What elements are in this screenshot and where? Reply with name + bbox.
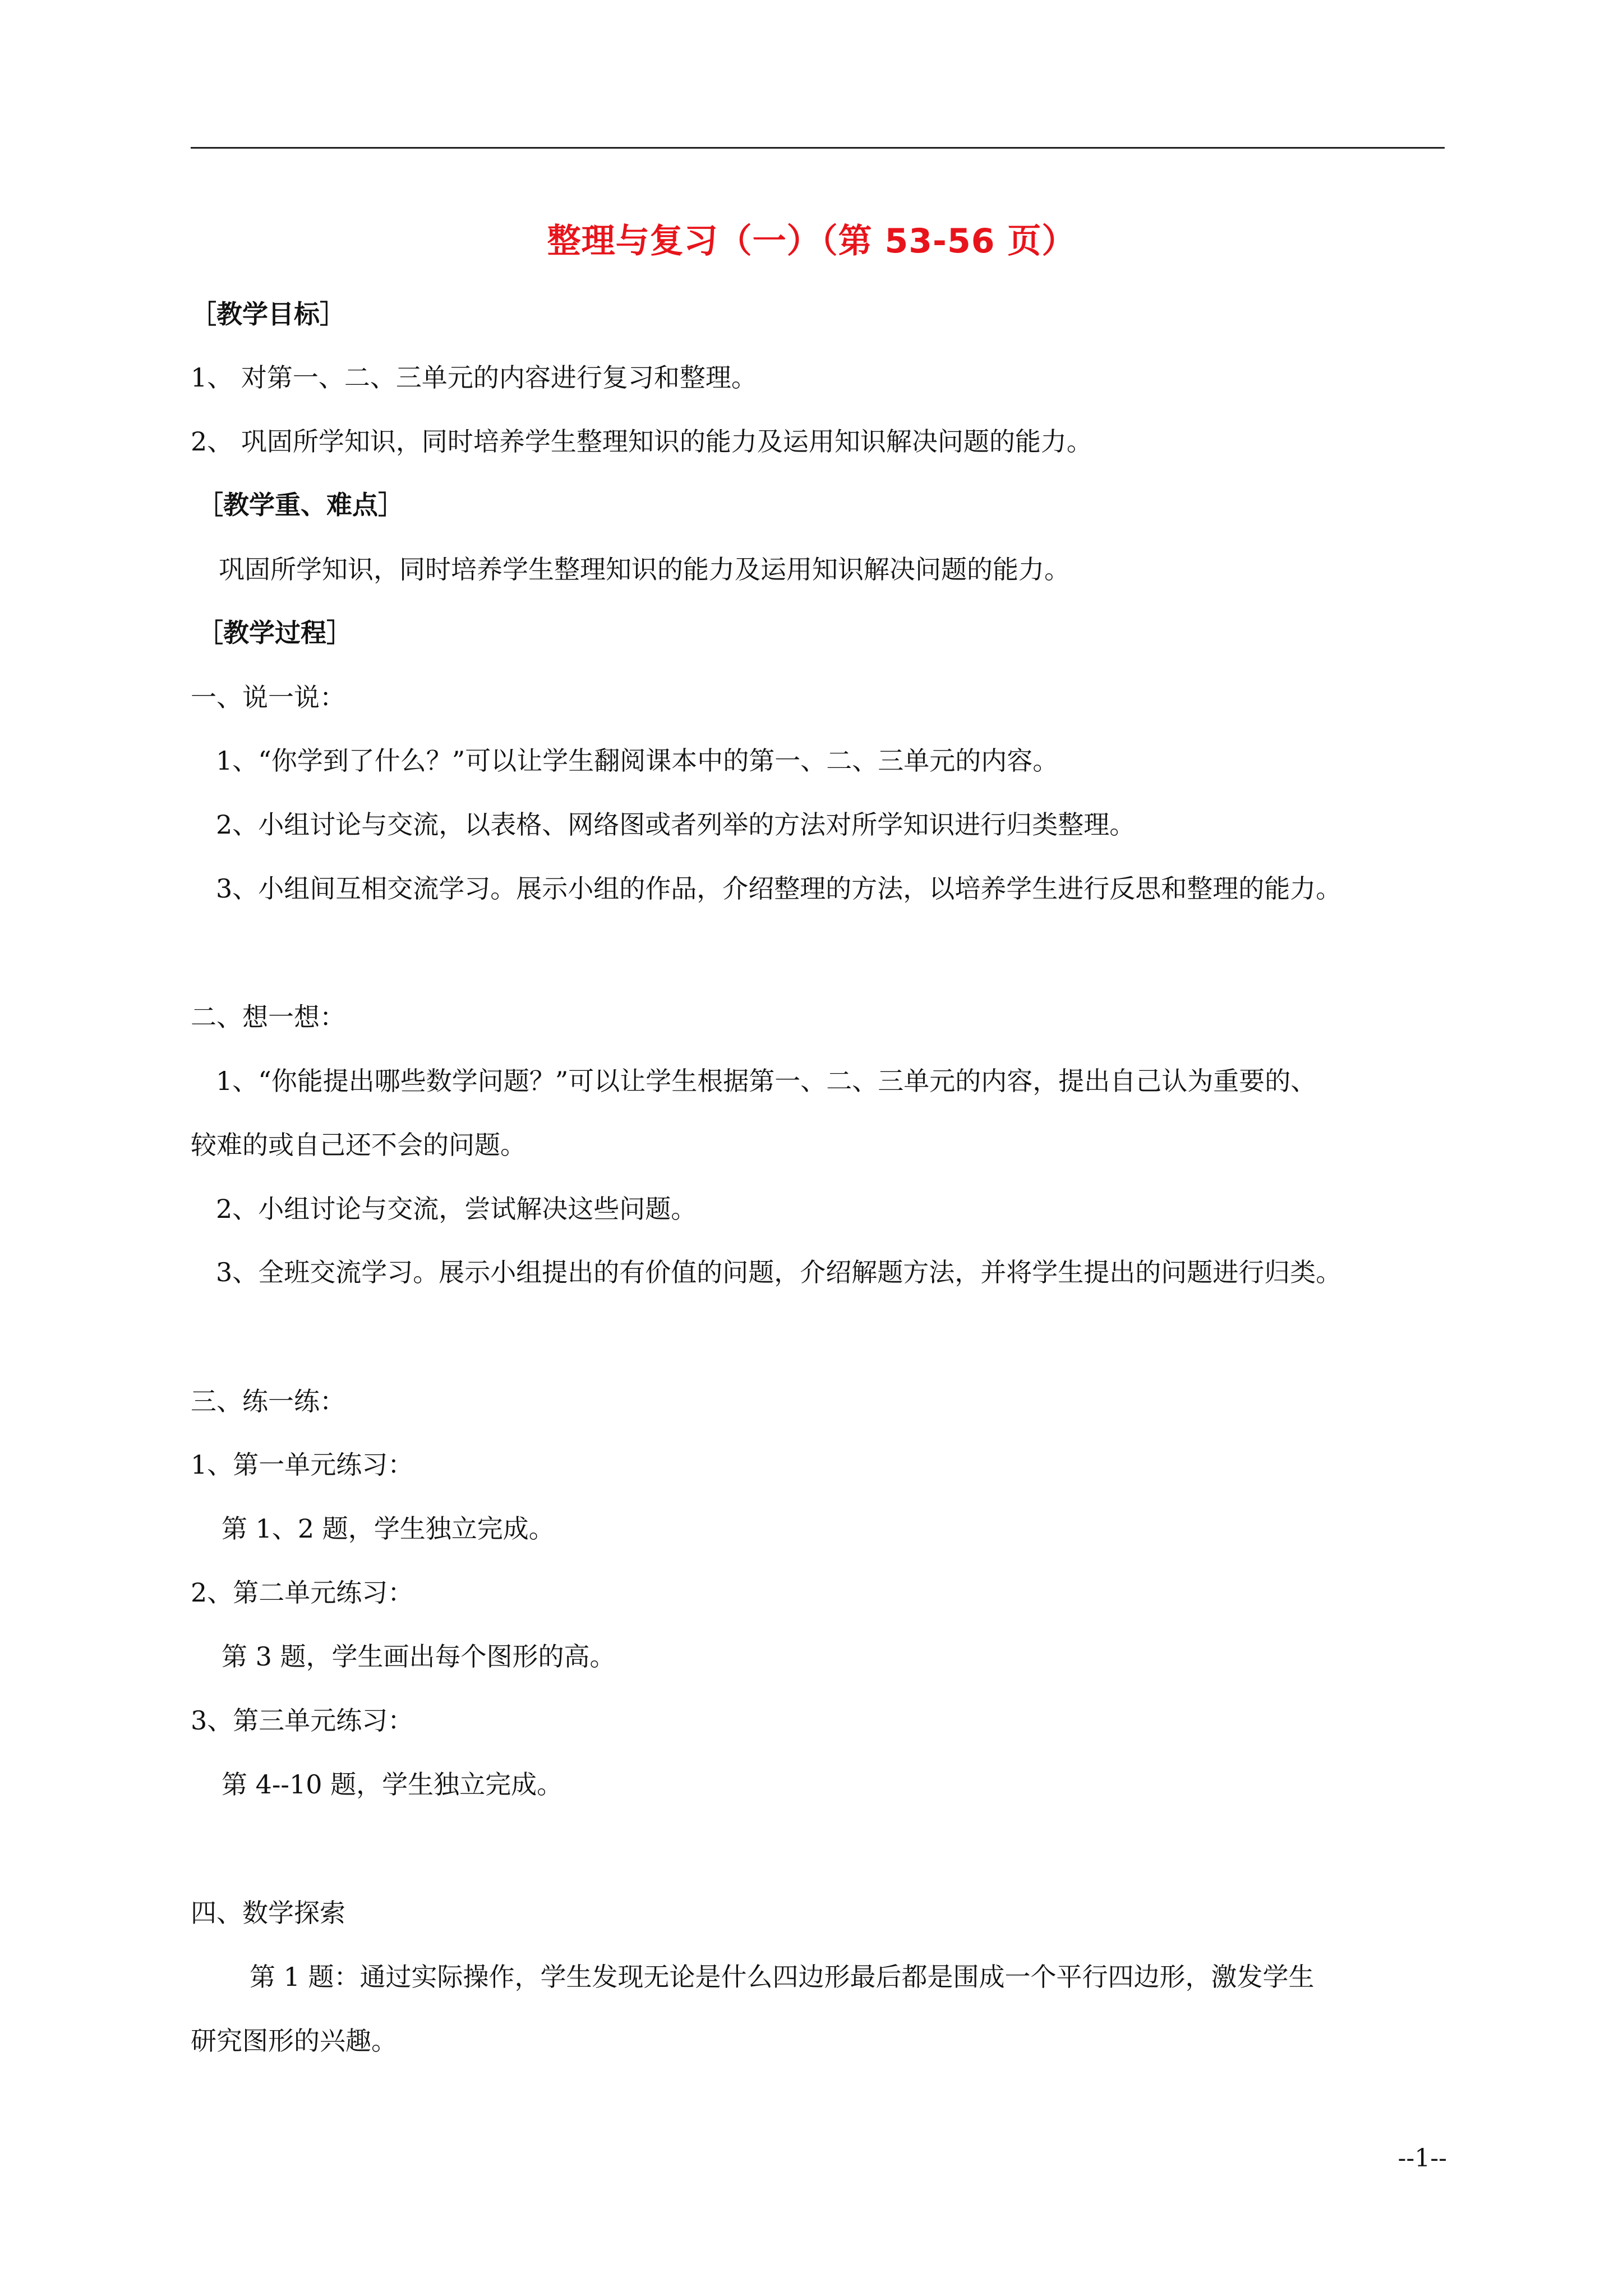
part4-heading: 四、数学探索 bbox=[191, 1898, 345, 1928]
objective-1: 1、 对第一、二、三单元的内容进行复习和整理。 bbox=[191, 362, 757, 393]
part2-item-1-line-1: 1、“你能提出哪些数学问题？”可以让学生根据第一、二、三单元的内容，提出自己认为重要的、 bbox=[216, 1066, 1317, 1096]
part1-item-3: 3、小组间互相交流学习。展示小组的作品，介绍整理的方法，以培养学生进行反思和整理的能力。 bbox=[216, 873, 1342, 904]
part3-heading: 三、练一练： bbox=[191, 1386, 345, 1416]
keypoints-text: 巩固所学知识，同时培养学生整理知识的能力及运用知识解决问题的能力。 bbox=[219, 554, 1070, 585]
part2-item-1-line-2: 较难的或自己还不会的问题。 bbox=[191, 1130, 526, 1160]
part2-item-3: 3、全班交流学习。展示小组提出的有价值的问题，介绍解题方法，并将学生提出的问题进行归类。 bbox=[216, 1257, 1342, 1287]
part1-heading: 一、说一说： bbox=[191, 682, 345, 712]
header-rule bbox=[191, 147, 1445, 149]
part3-item-1-detail: 第 1、2 题，学生独立完成。 bbox=[222, 1513, 555, 1544]
part1-item-2: 2、小组讨论与交流，以表格、网络图或者列举的方法对所学知识进行归类整理。 bbox=[216, 809, 1136, 840]
document-title: 整理与复习（一）（第 53-56 页） bbox=[547, 222, 1076, 261]
part2-item-2: 2、小组讨论与交流，尝试解决这些问题。 bbox=[216, 1194, 697, 1224]
part3-item-2-detail: 第 3 题，学生画出每个图形的高。 bbox=[222, 1641, 616, 1672]
part3-item-1: 1、第一单元练习： bbox=[191, 1450, 414, 1480]
part3-item-3-detail: 第 4--10 题，学生独立完成。 bbox=[222, 1769, 563, 1800]
part4-line-2: 研究图形的兴趣。 bbox=[191, 2026, 397, 2056]
process-heading: ［教学过程］ bbox=[197, 618, 352, 648]
part4-line-1: 第 1 题：通过实际操作，学生发现无论是什么四边形最后都是围成一个平行四边形，激发学生 bbox=[250, 1962, 1315, 1992]
keypoints-heading: ［教学重、难点］ bbox=[197, 490, 404, 520]
part3-item-2: 2、第二单元练习： bbox=[191, 1577, 414, 1608]
part1-item-1: 1、“你学到了什么？”可以让学生翻阅课本中的第一、二、三单元的内容。 bbox=[216, 746, 1059, 776]
part2-heading: 二、想一想： bbox=[191, 1002, 345, 1032]
page-number: --1-- bbox=[1398, 2144, 1447, 2173]
part3-item-3: 3、第三单元练习： bbox=[191, 1705, 414, 1736]
objective-2: 2、 巩固所学知识，同时培养学生整理知识的能力及运用知识解决问题的能力。 bbox=[191, 426, 1092, 457]
objectives-heading: ［教学目标］ bbox=[191, 299, 345, 329]
